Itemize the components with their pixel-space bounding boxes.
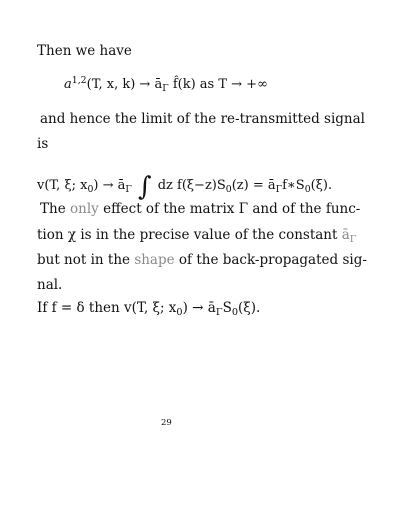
equation-retransmitted-signal [37,168,333,202]
text-line-is: is [37,136,49,152]
eq1-args: (T, x, k) → ā [86,77,163,92]
text-line-only-effect [40,203,360,217]
text-but-not-in-the: but not in the [37,252,131,268]
eq3-part-c: S [222,300,232,316]
eq1-superscript: 1,2 [71,74,87,86]
eq3-part-b: ) → ā [182,300,216,316]
text-line-shape [37,254,367,268]
eq2-sub-gamma: Γ [125,183,132,195]
text-tion-precise-value: tion χ is in the precise value of the constant [37,227,338,243]
text-shape-highlighted: shape [134,252,175,268]
text-effect-of-matrix: effect of the matrix Γ and of the func- [103,201,361,217]
eq1-rhs: f̂(k) as T → +∞ [172,77,268,92]
eq2-part-d: (z) = ā [231,178,276,193]
page-number: 29 [161,418,172,428]
eq3-sub-0: 0 [176,306,183,318]
equation-delta-case [37,302,260,316]
text-a-gamma-highlighted [342,227,357,243]
eq1-subscript: Γ [162,82,169,94]
equation-limit-a [64,74,268,94]
eq2-sub-0c: 0 [304,183,311,195]
text-a-bar: ā [341,227,350,243]
eq2-part-a: v(T, ξ; x [37,178,88,193]
eq3-part-a: If f = δ then v(T, ξ; x [37,300,177,316]
text-only-highlighted: only [70,201,99,217]
eq2-sub-0b: 0 [225,183,232,195]
integral-sign: ∫ [138,172,152,202]
text-line-nal: nal. [37,277,63,293]
eq3-sub-gamma: Γ [215,306,223,318]
eq2-part-c: dz f(ξ−z)S [157,178,226,193]
text-the: The [40,201,66,217]
eq2-part-f: (ξ). [310,178,333,193]
text-gamma-sub: Γ [349,233,357,245]
eq2-part-b: ) → ā [93,178,126,193]
eq3-sub-0b: 0 [231,306,239,318]
eq1-a-symbol: a [64,77,72,92]
eq2-sub-gamma-b: Γ [275,183,283,195]
eq2-sub-0: 0 [87,183,94,195]
text-back-propagated: of the back-propagated sig- [178,252,367,268]
eq2-part-e: f∗S [282,178,305,193]
text-line-then-we-have: Then we have [37,43,132,59]
text-line-and-hence: and hence the limit of the re-transmitted signal [40,111,365,127]
eq3-part-d: (ξ). [238,300,261,316]
text-line-tion-chi [37,229,357,243]
